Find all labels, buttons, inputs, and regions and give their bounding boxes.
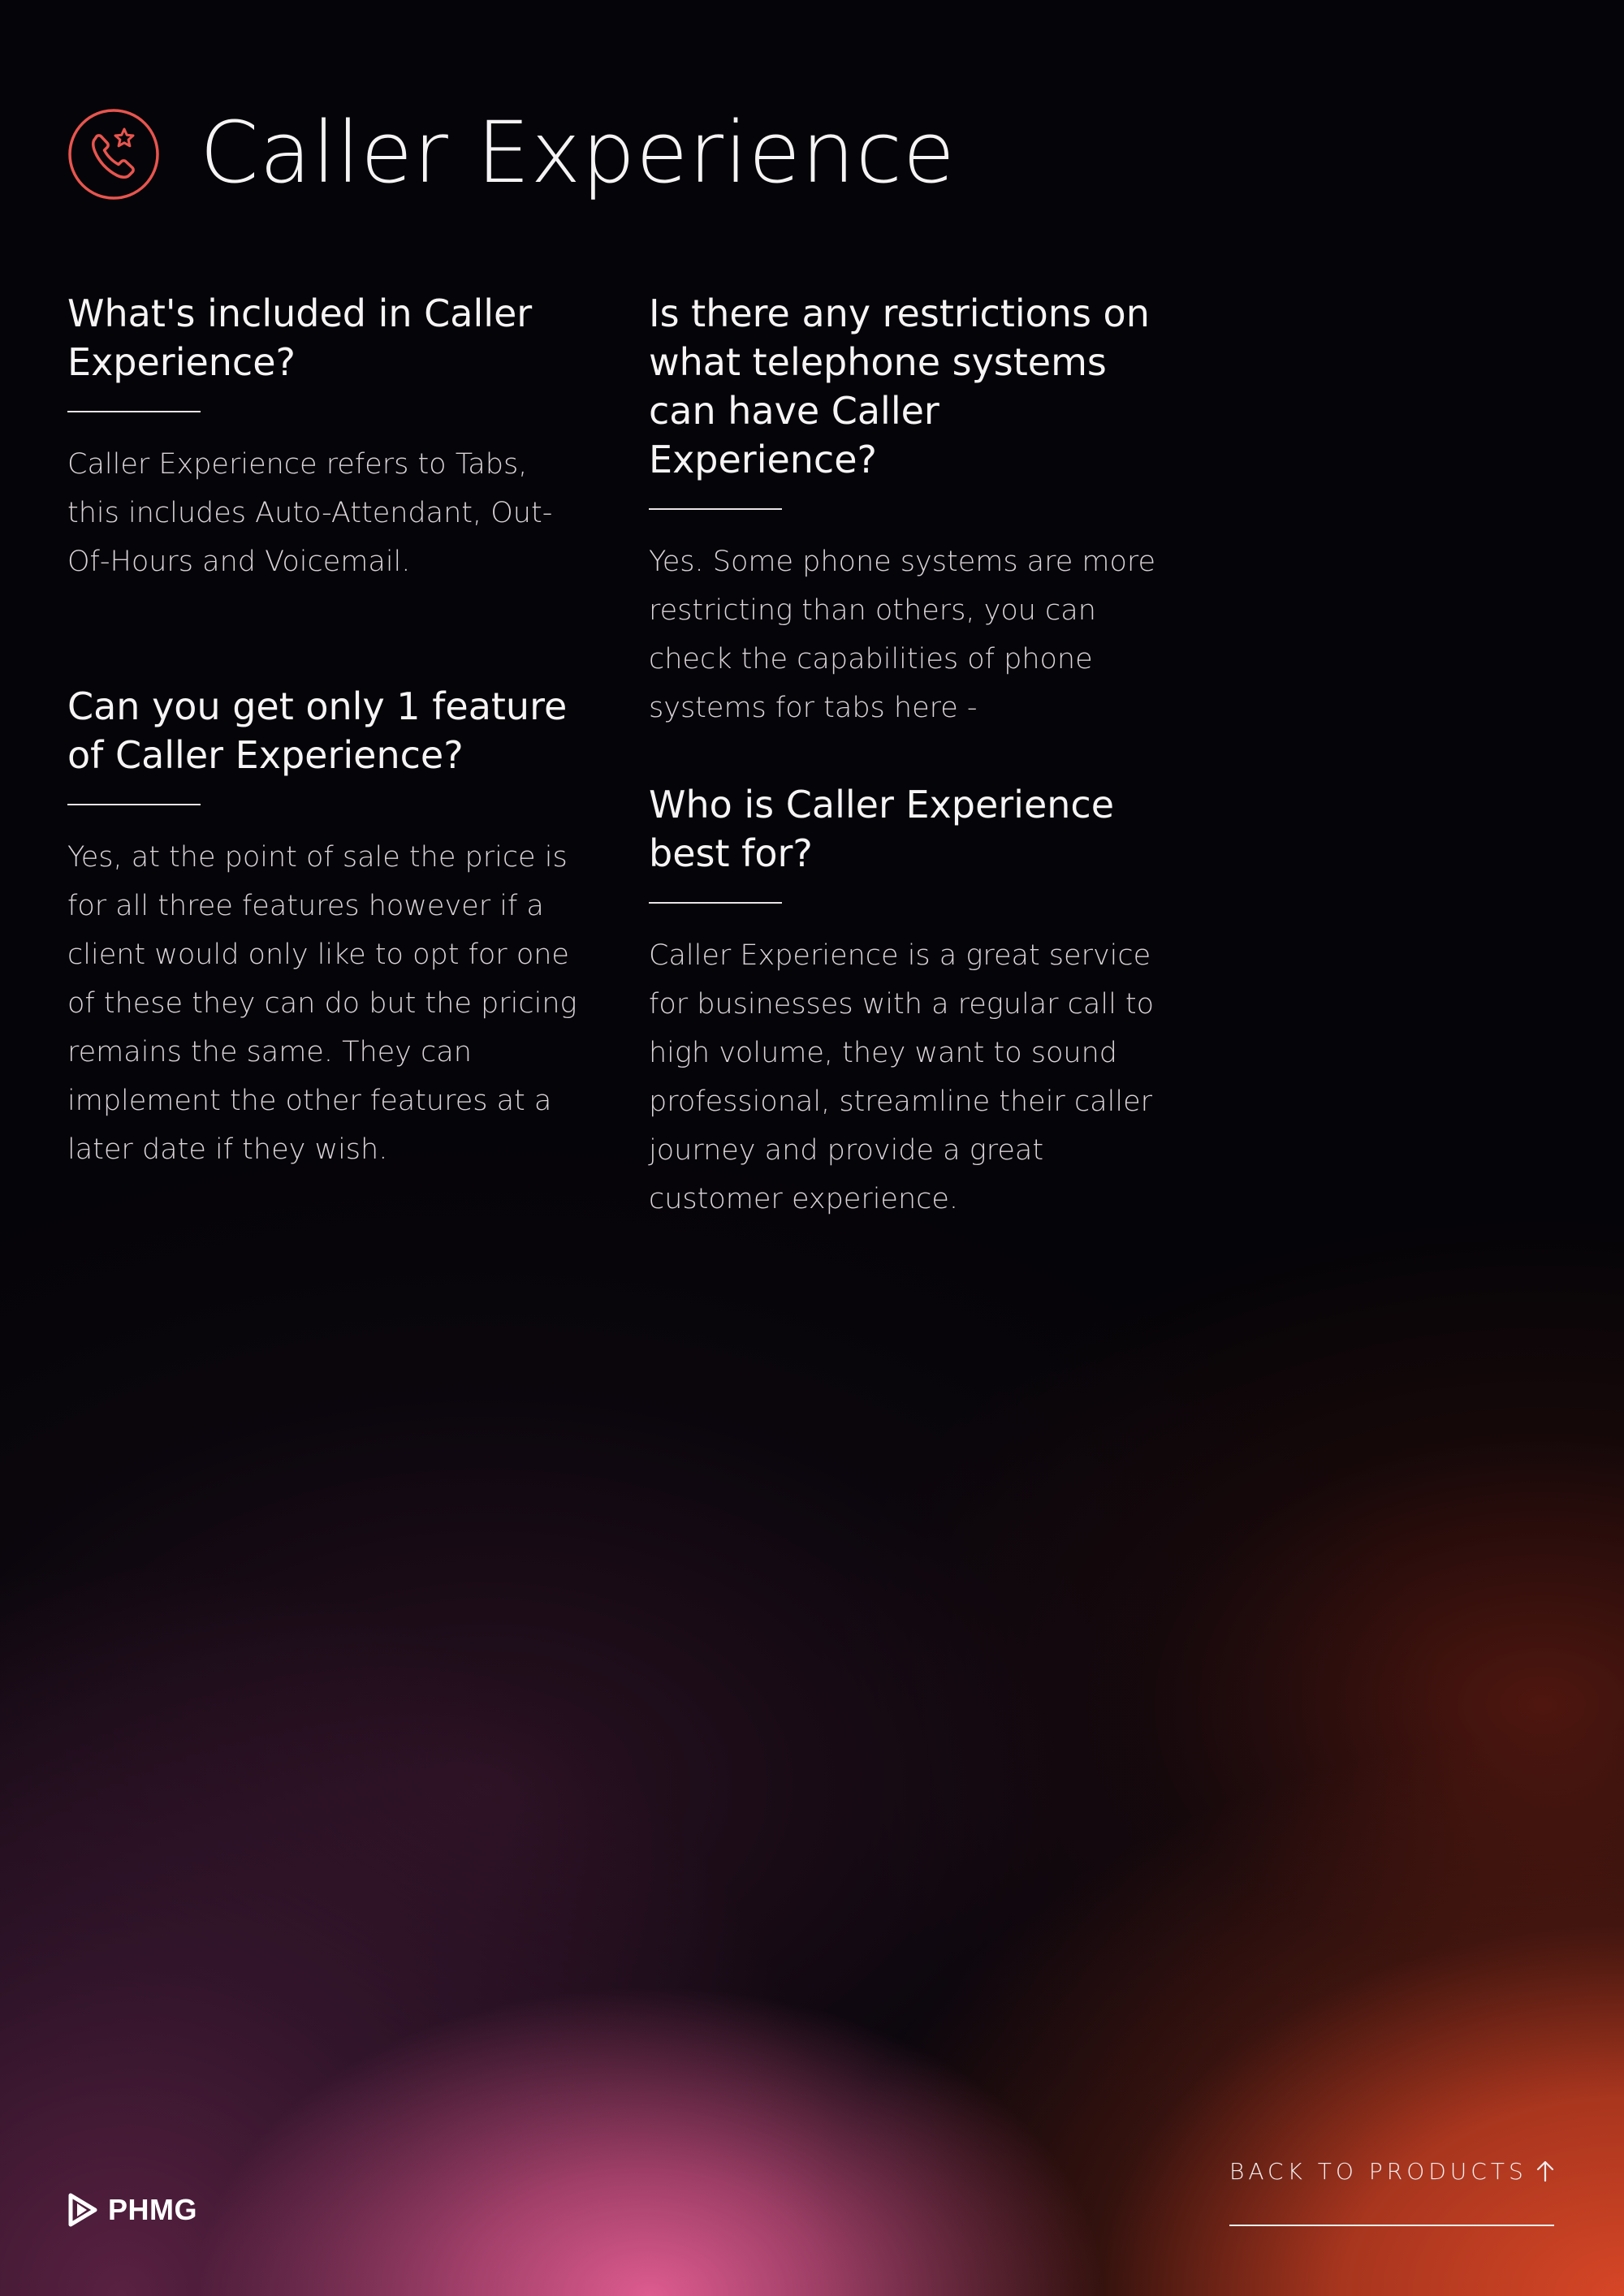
divider <box>649 508 782 510</box>
page-title: Caller Experience <box>200 103 956 202</box>
back-link-row <box>1229 2151 1556 2190</box>
faq-question: Can you get only 1 feature of Caller Experience? <box>67 684 568 777</box>
divider <box>67 411 201 412</box>
faq-answer: Yes. Some phone systems are more restricting than others, you can check the capabilities of phone systems for tabs here - <box>649 546 1156 724</box>
back-link-underline <box>1229 2225 1554 2226</box>
faq-question: What's included in Caller Experience? <box>67 291 533 384</box>
faq-item-one-feature <box>67 682 587 1174</box>
faq-item-restrictions <box>649 289 1177 732</box>
phone-star-icon <box>67 108 160 201</box>
faq-answer: Caller Experience is a great service for businesses with a regular call to high volume, they want to sound professional, streamline their caller journey and provide a great customer experience. <box>649 939 1155 1215</box>
faq-item-whats-included <box>67 289 587 586</box>
faq-answer: Caller Experience refers to Tabs, this includes Auto-Attendant, Out-Of-Hours and Voicemail. <box>67 448 553 578</box>
logo-text: PHMG <box>108 2193 197 2226</box>
play-triangle-icon <box>67 2192 98 2228</box>
faq-answer: Yes, at the point of sale the price is for all three features however if a client would only like to opt for one of these they can do but the pricing remains the same. They can implement the other features at a later date if they wish. <box>67 841 577 1166</box>
divider <box>67 804 201 805</box>
divider <box>649 902 782 904</box>
faq-question: Is there any restrictions on what telephone systems can have Caller Experience? <box>649 291 1150 481</box>
back-to-products-link[interactable] <box>1229 2151 1556 2226</box>
phmg-logo <box>67 2192 197 2228</box>
arrow-up-icon <box>1535 2160 1556 2182</box>
faq-question: Who is Caller Experience best for? <box>649 783 1115 875</box>
faq-item-best-for <box>649 780 1177 1224</box>
back-link-label: BACK TO PRODUCTS <box>1229 2157 1527 2185</box>
